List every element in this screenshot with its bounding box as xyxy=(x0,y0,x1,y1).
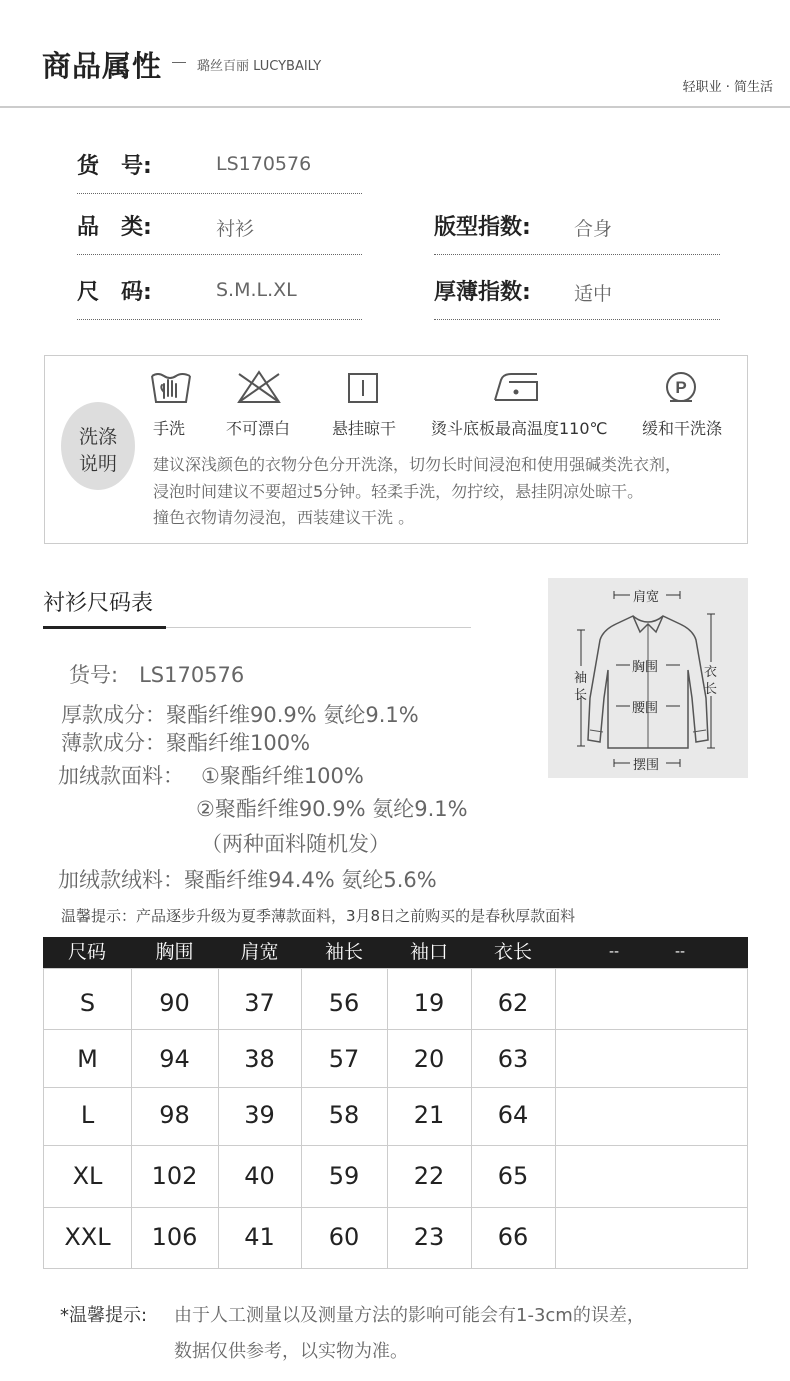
table-cell: 64 xyxy=(497,1101,529,1129)
table-cell: 21 xyxy=(413,1101,445,1129)
table-cell: 59 xyxy=(328,1162,360,1190)
diagram-sleeve-label: 袖 长 xyxy=(574,671,588,703)
table-cell: M xyxy=(77,1045,98,1073)
dotted-divider xyxy=(77,193,362,194)
table-cell: 62 xyxy=(497,989,529,1017)
page-title: 商品属性 xyxy=(42,49,163,83)
table-cell: 65 xyxy=(497,1162,529,1190)
care-label-no-bleach: 不可漂白 xyxy=(226,419,291,438)
fleece-fabric-1: ①聚酯纤维100% xyxy=(201,764,364,788)
table-header-cell: 尺码 xyxy=(67,941,106,963)
table-cell: 66 xyxy=(497,1223,529,1251)
care-text-line1: 建议深浅颜色的衣物分色分开洗涤，切勿长时间浸泡和使用强碱类洗衣剂， xyxy=(153,455,682,474)
thick-composition: 厚款成分：聚酯纤维90.9% 氨纶9.1% xyxy=(61,703,419,727)
diagram-chest-label: 胸围 xyxy=(632,660,659,675)
table-cell: 23 xyxy=(413,1223,445,1251)
thickness-index-label: 厚薄指数: xyxy=(434,280,531,305)
table-cell: 41 xyxy=(244,1223,275,1251)
thin-composition: 薄款成分：聚酯纤维100% xyxy=(61,731,311,755)
fleece-fabric-note: （两种面料随机发） xyxy=(201,832,390,856)
table-header-cell: -- xyxy=(674,944,686,960)
footer-notice-label: *温馨提示: xyxy=(60,1305,148,1326)
table-header-cell: -- xyxy=(608,944,620,960)
table-cell: 102 xyxy=(151,1162,198,1190)
dotted-divider xyxy=(77,254,362,255)
brand-name: 璐丝百丽 LUCYBAILY xyxy=(197,59,322,74)
fit-index-value: 合身 xyxy=(574,218,613,240)
table-cell: 22 xyxy=(413,1162,445,1190)
table-cell: XXL xyxy=(64,1223,111,1251)
table-cell: 63 xyxy=(497,1045,529,1073)
care-title-line2: 说明 xyxy=(78,453,117,475)
dotted-divider xyxy=(77,319,362,320)
fleece-lining: 加绒款绒料：聚酯纤维94.4% 氨纶5.6% xyxy=(58,868,437,892)
table-cell: 60 xyxy=(328,1223,360,1251)
category-value: 衬衫 xyxy=(216,218,255,240)
diagram-shoulder-label: 肩宽 xyxy=(633,590,660,605)
table-cell: XL xyxy=(72,1162,103,1190)
care-title xyxy=(61,424,135,478)
table-cell: 39 xyxy=(244,1101,275,1129)
diagram-hem-label: 摆围 xyxy=(633,758,660,773)
category-label: 品 类: xyxy=(77,215,152,240)
care-text-line2: 浸泡时间建议不要超过5分钟。轻柔手洗，勿拧绞，悬挂阴凉处晾干。 xyxy=(153,482,644,501)
fleece-fabric-label: 加绒款面料： xyxy=(58,764,184,788)
table-header-cell: 肩宽 xyxy=(240,941,279,963)
table-cell: 37 xyxy=(244,989,275,1017)
dotted-divider xyxy=(434,319,720,320)
table-cell: 58 xyxy=(328,1101,360,1129)
notice-text: 温馨提示：产品逐步升级为夏季薄款面料，3月8日之前购买的是春秋厚款面料 xyxy=(61,907,576,925)
care-text-line3: 撞色衣物请勿浸泡，西装建议干洗 。 xyxy=(153,508,415,527)
size-label: 尺 码: xyxy=(77,280,152,305)
diagram-length-label: 衣 长 xyxy=(704,665,718,697)
table-header-cell: 衣长 xyxy=(493,941,532,963)
size-table-header xyxy=(43,937,748,968)
table-header-cell: 胸围 xyxy=(155,941,194,963)
hand-wash-icon xyxy=(150,368,192,406)
footer-line2: 数据仅供参考，以实物为准。 xyxy=(174,1341,408,1362)
item-no-value: LS170576 xyxy=(216,153,312,175)
table-cell: 40 xyxy=(244,1162,275,1190)
fleece-fabric-2: ②聚酯纤维90.9% 氨纶9.1% xyxy=(196,797,468,821)
header-divider xyxy=(0,106,790,108)
size-item-no: 货号: LS170576 xyxy=(69,663,245,687)
table-cell: 57 xyxy=(328,1045,360,1073)
item-no-label: 货 号: xyxy=(77,154,152,179)
dotted-divider xyxy=(434,254,720,255)
table-cell: 94 xyxy=(159,1045,190,1073)
iron-icon xyxy=(491,368,541,406)
size-value: S.M.L.XL xyxy=(216,279,297,301)
table-cell: 90 xyxy=(159,989,190,1017)
no-bleach-icon xyxy=(235,368,283,406)
diagram-waist-label: 腰围 xyxy=(632,701,659,716)
care-label-dry-clean: 缓和干洗涤 xyxy=(642,419,723,438)
svg-text:P: P xyxy=(675,378,687,397)
size-chart-title: 衬衫尺码表 xyxy=(43,591,154,616)
fit-index-label: 版型指数: xyxy=(434,215,531,240)
table-cell: 98 xyxy=(159,1101,190,1129)
table-cell: 20 xyxy=(413,1045,445,1073)
table-cell: L xyxy=(80,1101,95,1129)
thickness-index-value: 适中 xyxy=(574,283,613,305)
table-cell: S xyxy=(79,989,96,1017)
footer-line1: 由于人工测量以及测量方法的影响可能会有1-3cm的误差， xyxy=(174,1305,645,1326)
line-dry-icon xyxy=(347,368,379,406)
table-cell: 38 xyxy=(244,1045,275,1073)
care-label-line-dry: 悬挂晾干 xyxy=(332,419,397,438)
care-title-line1: 洗涤 xyxy=(78,426,117,448)
care-label-iron: 烫斗底板最高温度110℃ xyxy=(431,419,608,438)
table-cell: 106 xyxy=(151,1223,198,1251)
title-underline xyxy=(43,626,166,629)
table-header-cell: 袖口 xyxy=(409,941,448,963)
title-dash xyxy=(172,62,186,63)
table-cell: 56 xyxy=(328,989,360,1017)
title-rule xyxy=(166,627,471,628)
table-header-cell: 袖长 xyxy=(324,941,363,963)
brand-slogan: 轻职业 · 简生活 xyxy=(682,80,773,95)
table-cell: 19 xyxy=(413,989,445,1017)
dry-clean-p-icon xyxy=(664,368,698,406)
care-label-hand-wash: 手洗 xyxy=(153,419,186,438)
size-table xyxy=(43,968,748,1269)
